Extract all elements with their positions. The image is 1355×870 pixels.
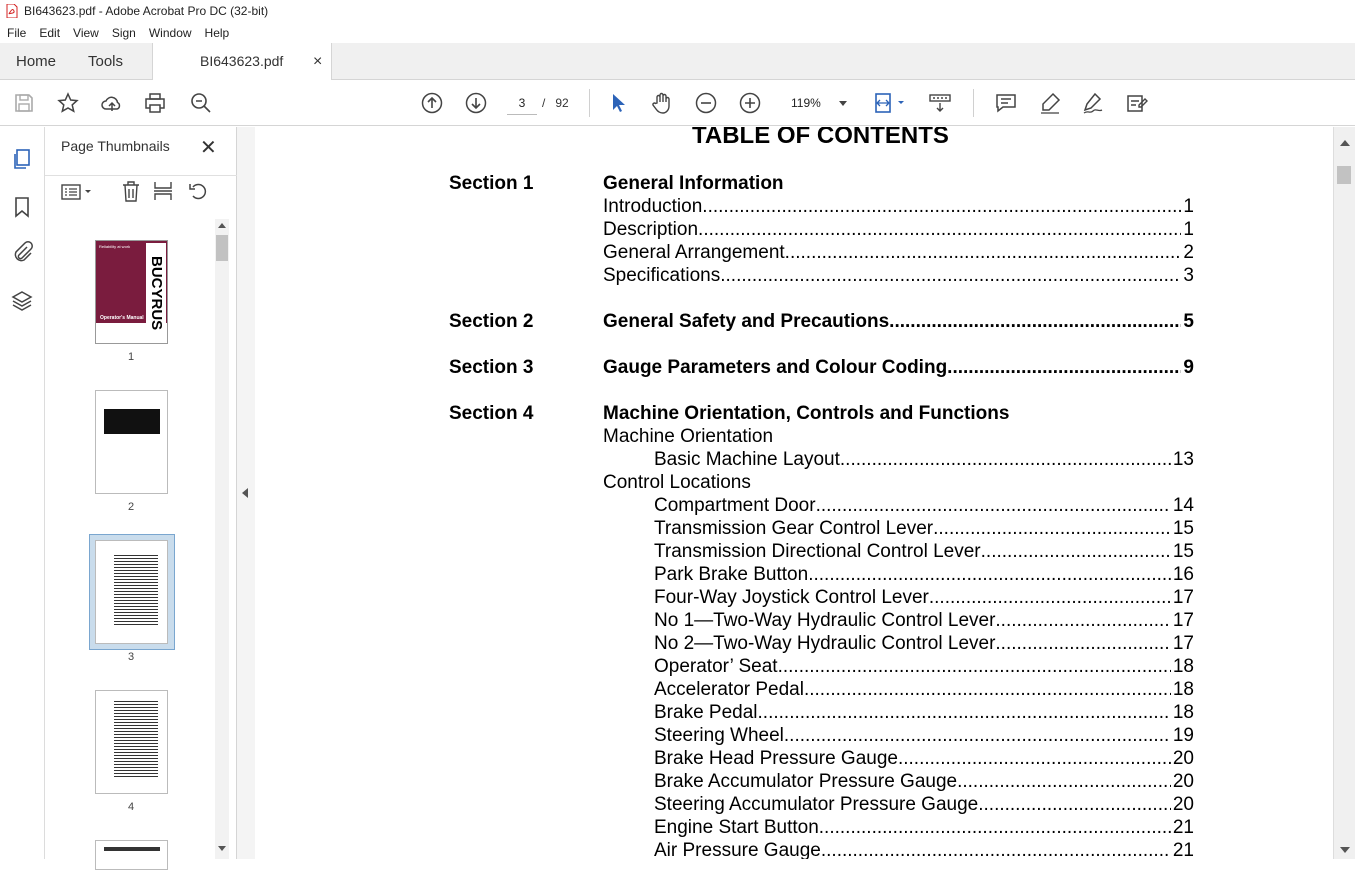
toc-entry[interactable] — [654, 518, 1194, 540]
acrobat-pdf-icon — [6, 4, 18, 18]
toc-entry[interactable] — [654, 840, 1194, 859]
leader-dots — [804, 679, 1171, 701]
toolbar-divider — [973, 89, 974, 117]
collapse-panel-arrow-icon[interactable] — [242, 488, 248, 498]
hand-tool-icon[interactable] — [650, 91, 674, 115]
toc-entry-page: 15 — [1172, 541, 1194, 562]
toc-entry[interactable] — [603, 196, 1194, 218]
toc-entry[interactable] — [654, 771, 1194, 793]
section-title[interactable] — [603, 311, 1194, 333]
leader-dots — [758, 702, 1171, 724]
menu-bar — [0, 22, 1355, 43]
toc-entry[interactable] — [603, 219, 1194, 241]
save-icon[interactable] — [12, 91, 36, 115]
toc-entry-text: Introduction — [603, 196, 703, 217]
section-page-number: 9 — [1183, 357, 1194, 378]
thumbnail-page-5[interactable] — [95, 840, 168, 870]
scroll-mode-icon[interactable] — [928, 91, 952, 115]
leader-dots — [929, 587, 1171, 609]
toc-entry[interactable] — [654, 656, 1194, 678]
toc-entry-page: 3 — [1183, 265, 1194, 286]
cover-header-text: Reliability at work — [99, 244, 131, 249]
toc-entry-page: 14 — [1172, 495, 1194, 516]
thumbnail-number: 4 — [127, 801, 135, 813]
toc-entry-text: Transmission Directional Control Lever — [654, 541, 981, 562]
toc-entry-text: Brake Pedal — [654, 702, 758, 723]
scroll-down-arrow-icon[interactable] — [218, 846, 226, 851]
toc-entry-text: Four-Way Joystick Control Lever — [654, 587, 929, 608]
toc-entry[interactable] — [603, 265, 1194, 287]
toc-entry-text: Steering Wheel — [654, 725, 784, 746]
toc-entry[interactable] — [654, 794, 1194, 816]
thumbnail-page-4[interactable] — [95, 690, 168, 794]
toc-entry-text: No 1—Two-Way Hydraulic Control Lever — [654, 610, 996, 631]
title-bar — [0, 0, 1355, 22]
toc-entry[interactable] — [654, 495, 1194, 517]
toc-entry[interactable] — [654, 449, 1194, 471]
toc-entry[interactable] — [654, 564, 1194, 586]
toc-entry[interactable] — [603, 472, 751, 494]
toc-entry-page: 1 — [1183, 219, 1194, 240]
toc-entry-page: 1 — [1183, 196, 1194, 217]
toc-entry[interactable] — [654, 679, 1194, 701]
toc-entry-page: 2 — [1183, 242, 1194, 263]
leader-dots — [933, 518, 1171, 540]
section-label: Section 3 — [449, 357, 534, 378]
tab-tools[interactable]: Tools — [88, 53, 124, 70]
leader-dots — [821, 840, 1171, 859]
menu-file[interactable]: File — [7, 25, 27, 40]
leader-dots — [995, 633, 1170, 655]
menu-window[interactable]: Window — [148, 25, 192, 40]
leader-dots — [784, 725, 1171, 747]
scroll-thumb[interactable] — [216, 235, 228, 261]
sign-pen-icon[interactable] — [1081, 91, 1105, 115]
delete-page-icon[interactable] — [120, 179, 142, 203]
tab-document[interactable] — [152, 43, 332, 80]
thumbnail-page-1[interactable] — [95, 240, 168, 344]
thumbnail-text-lines — [104, 847, 160, 851]
extract-pages-icon[interactable] — [152, 179, 174, 203]
document-scrollbar[interactable] — [1333, 127, 1355, 859]
highlight-pen-icon[interactable] — [1038, 91, 1062, 115]
leader-dots — [995, 610, 1170, 632]
fit-page-icon[interactable] — [872, 91, 908, 115]
section-title-text: General Information — [603, 173, 784, 194]
toc-entry-text: Compartment Door — [654, 495, 816, 516]
zoom-value: 119% — [791, 96, 821, 110]
toc-entry[interactable] — [603, 242, 1194, 264]
page-number-input[interactable]: 3 — [507, 91, 537, 115]
next-page-icon[interactable] — [464, 91, 488, 115]
toc-heading: TABLE OF CONTENTS — [692, 127, 949, 149]
leader-dots — [947, 357, 1181, 379]
layers-icon[interactable] — [10, 289, 34, 313]
toc-entry-page: 16 — [1172, 564, 1194, 585]
search-zoom-icon[interactable] — [189, 91, 213, 115]
toc-entry[interactable] — [654, 587, 1194, 609]
leader-dots — [698, 219, 1181, 241]
toc-entry-page: 17 — [1172, 610, 1194, 631]
page-thumbnails-icon[interactable] — [10, 147, 34, 171]
select-cursor-icon[interactable] — [606, 91, 630, 115]
toc-entry[interactable] — [654, 610, 1194, 632]
section-label: Section 4 — [449, 403, 534, 424]
menu-sign[interactable]: Sign — [111, 25, 136, 40]
leader-dots — [819, 817, 1171, 839]
toc-entry-page: 15 — [1172, 518, 1194, 539]
menu-view[interactable]: View — [73, 25, 99, 40]
tab-document-label: BI643623.pdf — [200, 53, 284, 69]
attachments-icon[interactable] — [10, 240, 34, 264]
menu-edit[interactable]: Edit — [39, 25, 61, 40]
left-navigation-rail — [0, 127, 45, 859]
leader-dots — [898, 748, 1171, 770]
total-pages: 92 — [555, 96, 569, 110]
toc-entry-text: Brake Head Pressure Gauge — [654, 748, 898, 769]
zoom-dropdown[interactable] — [783, 91, 853, 115]
leader-dots — [840, 449, 1171, 471]
tab-close-icon[interactable]: × — [313, 53, 323, 70]
panel-splitter[interactable] — [237, 127, 255, 859]
leader-dots — [778, 656, 1171, 678]
section-title[interactable] — [603, 403, 1009, 425]
toc-entry-page: 20 — [1172, 794, 1194, 815]
section-title[interactable] — [603, 173, 784, 195]
zoom-in-icon[interactable] — [738, 91, 762, 115]
section-title-text: Gauge Parameters and Colour Coding — [603, 357, 948, 378]
thumbnail-table-block — [104, 409, 160, 434]
window-title: BI643623.pdf - Adobe Acrobat Pro DC (32-bit) — [24, 4, 269, 18]
leader-dots — [889, 311, 1181, 333]
bookmark-star-icon[interactable] — [56, 91, 80, 115]
toc-entry-text: No 2—Two-Way Hydraulic Control Lever — [654, 633, 996, 654]
bookmarks-icon[interactable] — [10, 195, 34, 219]
thumbnail-number: 3 — [127, 651, 135, 663]
toc-entry-text: Control Locations — [603, 472, 751, 493]
toc-entry-text: Specifications — [603, 265, 721, 286]
toc-entry-text: Engine Start Button — [654, 817, 819, 838]
toc-entry-text: Description — [603, 219, 699, 240]
scroll-up-arrow-icon[interactable] — [1340, 140, 1350, 146]
page-total — [542, 91, 569, 115]
toc-entry-text: Accelerator Pedal — [654, 679, 804, 700]
toc-entry-text: Basic Machine Layout — [654, 449, 840, 470]
thumbnail-options-icon[interactable] — [61, 182, 95, 202]
chevron-down-icon — [839, 101, 847, 106]
toc-entry-text: Air Pressure Gauge — [654, 840, 821, 859]
zoom-out-icon[interactable] — [694, 91, 718, 115]
main-toolbar — [0, 80, 1355, 126]
section-title-text: Machine Orientation, Controls and Functions — [603, 403, 1010, 424]
tab-home[interactable]: Home — [16, 53, 57, 70]
thumbnail-toolbar — [45, 175, 237, 205]
leader-dots — [720, 265, 1181, 287]
toc-entry[interactable] — [654, 817, 1194, 839]
leader-dots — [785, 242, 1182, 264]
toc-entry-text: Transmission Gear Control Lever — [654, 518, 934, 539]
toc-entry-page: 13 — [1172, 449, 1194, 470]
toc-entry[interactable] — [603, 426, 773, 448]
scroll-thumb[interactable] — [1337, 166, 1351, 184]
tab-bar — [0, 43, 1355, 80]
thumbnail-text-lines — [114, 555, 158, 625]
toc-entry-page: 19 — [1172, 725, 1194, 746]
cover-title-text: Operator's Manual — [100, 315, 144, 321]
rotate-page-icon[interactable] — [187, 179, 209, 203]
toc-entry-text: Brake Accumulator Pressure Gauge — [654, 771, 958, 792]
toc-entry-page: 17 — [1172, 587, 1194, 608]
section-page-number: 5 — [1183, 311, 1194, 332]
toc-entry-page: 17 — [1172, 633, 1194, 654]
scroll-down-arrow-icon[interactable] — [1340, 847, 1350, 853]
toc-entry-page: 18 — [1172, 656, 1194, 677]
section-title-text: General Safety and Precautions — [603, 311, 890, 332]
previous-page-icon[interactable] — [420, 91, 444, 115]
scroll-up-arrow-icon[interactable] — [218, 223, 226, 228]
leader-dots — [957, 771, 1171, 793]
section-label: Section 1 — [449, 173, 534, 194]
toc-entry-page: 21 — [1172, 817, 1194, 838]
toc-entry-text: Park Brake Button — [654, 564, 809, 585]
thumbnail-number: 2 — [127, 501, 135, 513]
leader-dots — [702, 196, 1181, 218]
page-separator: / — [542, 96, 546, 110]
thumbnail-scrollbar[interactable] — [215, 219, 229, 859]
toc-entry-text: Operator’ Seat — [654, 656, 778, 677]
toc-entry-page: 20 — [1172, 748, 1194, 769]
page-thumbnails-panel — [45, 127, 237, 859]
close-panel-icon[interactable]: ✕ — [200, 137, 217, 159]
toc-entry[interactable] — [654, 725, 1194, 747]
comment-icon[interactable] — [994, 91, 1018, 115]
leader-dots — [981, 541, 1171, 563]
thumbnail-text-lines — [114, 701, 158, 779]
toc-entry[interactable] — [654, 541, 1194, 563]
upload-cloud-icon[interactable] — [100, 91, 124, 115]
panel-title: Page Thumbnails — [61, 138, 170, 154]
toc-entry[interactable] — [654, 748, 1194, 770]
toc-entry-page: 20 — [1172, 771, 1194, 792]
toc-entry-text: Steering Accumulator Pressure Gauge — [654, 794, 979, 815]
toc-entry-page: 18 — [1172, 679, 1194, 700]
section-label: Section 2 — [449, 311, 534, 332]
leader-dots — [808, 564, 1171, 586]
leader-dots — [816, 495, 1171, 517]
thumbnail-page-3[interactable] — [95, 540, 168, 644]
thumbnail-page-2[interactable] — [95, 390, 168, 494]
document-view[interactable] — [255, 127, 1333, 859]
toc-entry[interactable] — [654, 702, 1194, 724]
leader-dots — [978, 794, 1171, 816]
menu-help[interactable]: Help — [204, 25, 230, 40]
section-title[interactable] — [603, 357, 1194, 379]
cover-brand-text: BUCYRUS — [146, 243, 166, 343]
fill-sign-icon[interactable] — [1125, 91, 1149, 115]
toc-entry[interactable] — [654, 633, 1194, 655]
toc-entry-page: 21 — [1172, 840, 1194, 859]
toc-entry-text: General Arrangement — [603, 242, 785, 263]
toc-entry-text: Machine Orientation — [603, 426, 774, 447]
toolbar-divider — [589, 89, 590, 117]
toc-entry-page: 18 — [1172, 702, 1194, 723]
print-icon[interactable] — [143, 91, 167, 115]
thumbnail-number: 1 — [127, 351, 135, 363]
